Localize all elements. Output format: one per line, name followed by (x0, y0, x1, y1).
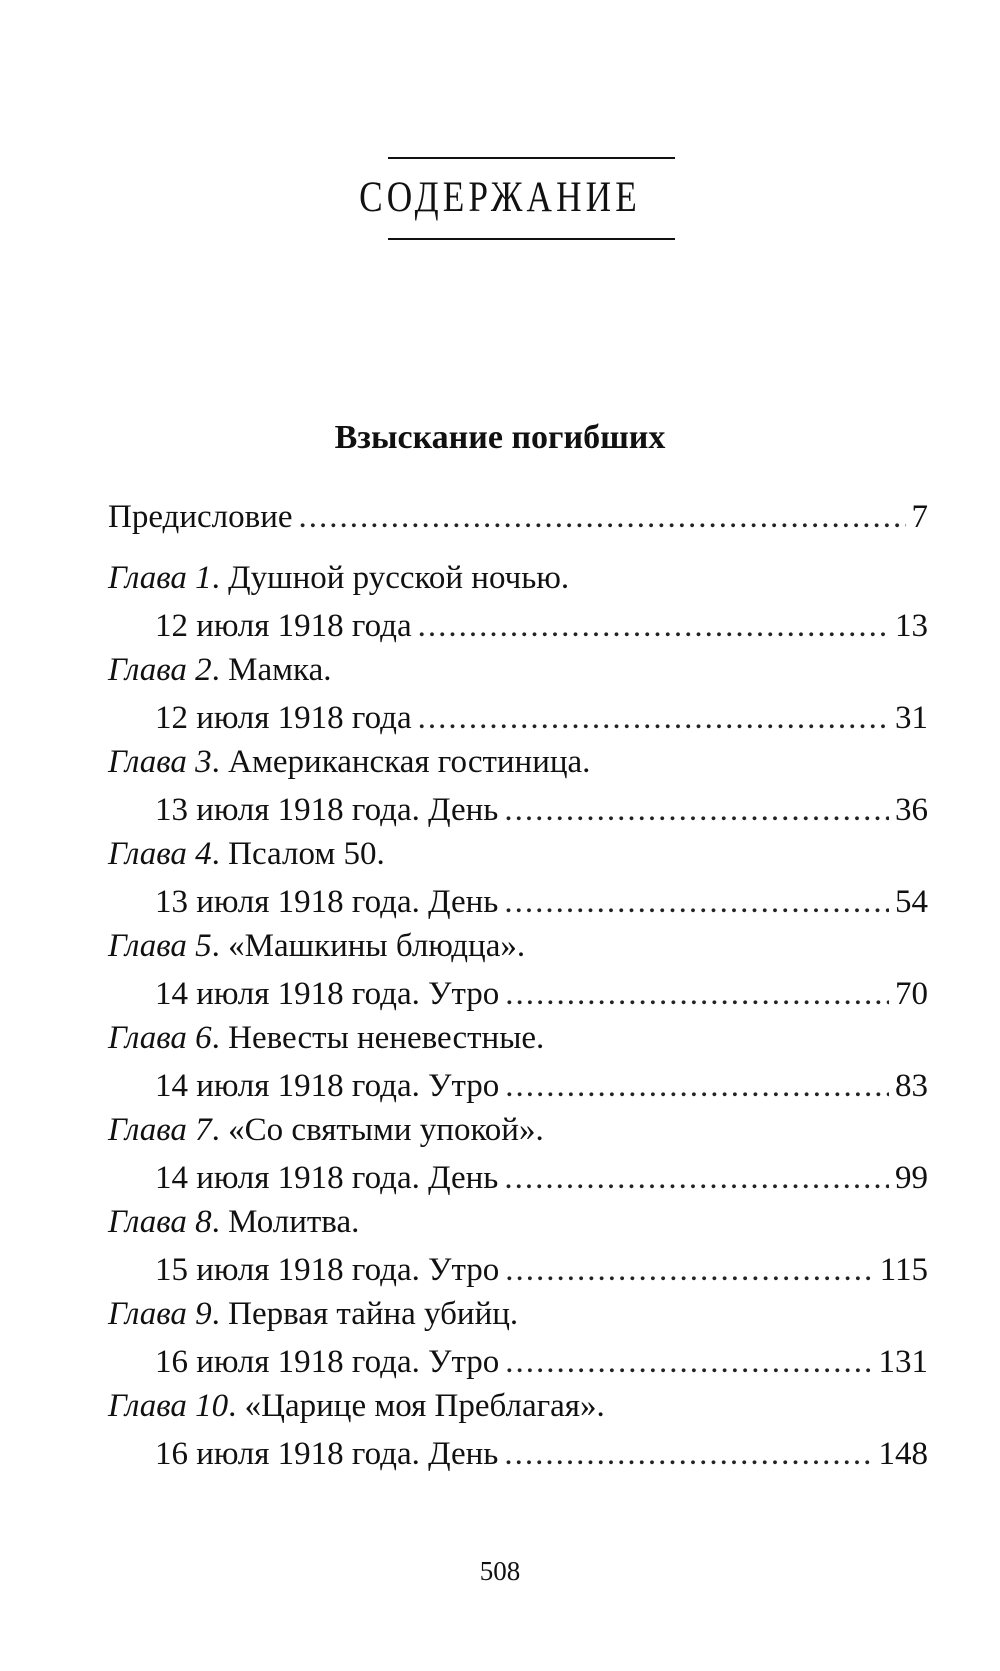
chapter-date: 14 июля 1918 года. Утро (155, 976, 500, 1012)
leader-dots (505, 970, 889, 1018)
chapter-label: Глава 10 (108, 1388, 229, 1424)
chapter-date: 15 июля 1918 года. Утро (155, 1252, 500, 1288)
leader-dots (504, 1430, 872, 1478)
toc-entry-title: Предисловие (108, 499, 293, 535)
chapter-label: Глава 4 (108, 836, 212, 872)
chapter-title: . Невесты неневестные. (211, 1020, 545, 1056)
leader-dots (505, 1062, 889, 1110)
chapter-label: Глава 1 (108, 560, 212, 596)
chapter-title: . Американская гостиница. (211, 744, 591, 780)
toc-page-number: 83 (895, 1068, 928, 1104)
leader-dots (504, 786, 889, 834)
toc-entry-chapter-10[interactable] (108, 1382, 928, 1478)
chapter-label: Глава 3 (108, 744, 212, 780)
toc-entry-chapter-3[interactable] (108, 738, 928, 834)
chapter-label: Глава 2 (108, 652, 212, 688)
page-number: 508 (479, 1556, 521, 1586)
toc-entry-chapter-1[interactable] (108, 554, 928, 650)
chapter-date: 16 июля 1918 года. День (155, 1436, 499, 1472)
chapter-label: Глава 9 (108, 1296, 212, 1332)
chapter-title: . Псалом 50. (211, 836, 385, 872)
leader-dots (505, 1338, 872, 1386)
toc-entry-chapter-6[interactable] (108, 1014, 928, 1110)
toc-entry-preface[interactable] (108, 493, 928, 541)
section-title: Взыскание погибших (334, 419, 666, 456)
leader-dots (504, 1154, 889, 1202)
chapter-title: . Первая тайна убийц. (211, 1296, 519, 1332)
toc-entry-chapter-2[interactable] (108, 646, 928, 742)
heading-rule-bottom (388, 238, 675, 240)
toc-page-number: 7 (911, 499, 928, 535)
page-title: СОДЕРЖАНИЕ (359, 174, 641, 221)
chapter-date: 12 июля 1918 года (155, 608, 412, 644)
toc-page-number: 13 (895, 608, 928, 644)
heading-rule-top (388, 157, 675, 159)
chapter-title: . «Царице моя Преблагая». (228, 1388, 605, 1424)
chapter-title: . «Машкины блюдца». (211, 928, 526, 964)
toc-page-number: 131 (878, 1344, 928, 1380)
leader-dots (418, 602, 889, 650)
chapter-label: Глава 6 (108, 1020, 212, 1056)
leader-dots (504, 878, 889, 926)
chapter-title: . Молитва. (211, 1204, 360, 1240)
toc-page-number: 99 (895, 1160, 928, 1196)
chapter-date: 12 июля 1918 года (155, 700, 412, 736)
toc-page-number: 115 (879, 1252, 928, 1288)
toc-entry-chapter-5[interactable] (108, 922, 928, 1018)
toc-entry-chapter-9[interactable] (108, 1290, 928, 1386)
chapter-date: 13 июля 1918 года. День (155, 792, 499, 828)
chapter-date: 14 июля 1918 года. Утро (155, 1068, 500, 1104)
chapter-title: . Душной русской ночью. (211, 560, 570, 596)
leader-dots (418, 694, 889, 742)
toc-page-number: 148 (878, 1436, 928, 1472)
chapter-title: . «Со святыми упокой». (211, 1112, 544, 1148)
toc-entry-chapter-7[interactable] (108, 1106, 928, 1202)
toc-entry-chapter-8[interactable] (108, 1198, 928, 1294)
toc-page-number: 70 (895, 976, 928, 1012)
chapter-date: 16 июля 1918 года. Утро (155, 1344, 500, 1380)
toc-page-number: 31 (895, 700, 928, 736)
toc-page-number: 54 (895, 884, 928, 920)
chapter-date: 13 июля 1918 года. День (155, 884, 499, 920)
toc-page-number: 36 (895, 792, 928, 828)
toc-entry-chapter-4[interactable] (108, 830, 928, 926)
chapter-date: 14 июля 1918 года. День (155, 1160, 499, 1196)
chapter-label: Глава 5 (108, 928, 212, 964)
chapter-title: . Мамка. (211, 652, 332, 688)
table-of-contents (108, 493, 928, 1478)
leader-dots (505, 1246, 873, 1294)
chapter-label: Глава 7 (108, 1112, 212, 1148)
chapter-label: Глава 8 (108, 1204, 212, 1240)
leader-dots (299, 493, 906, 541)
